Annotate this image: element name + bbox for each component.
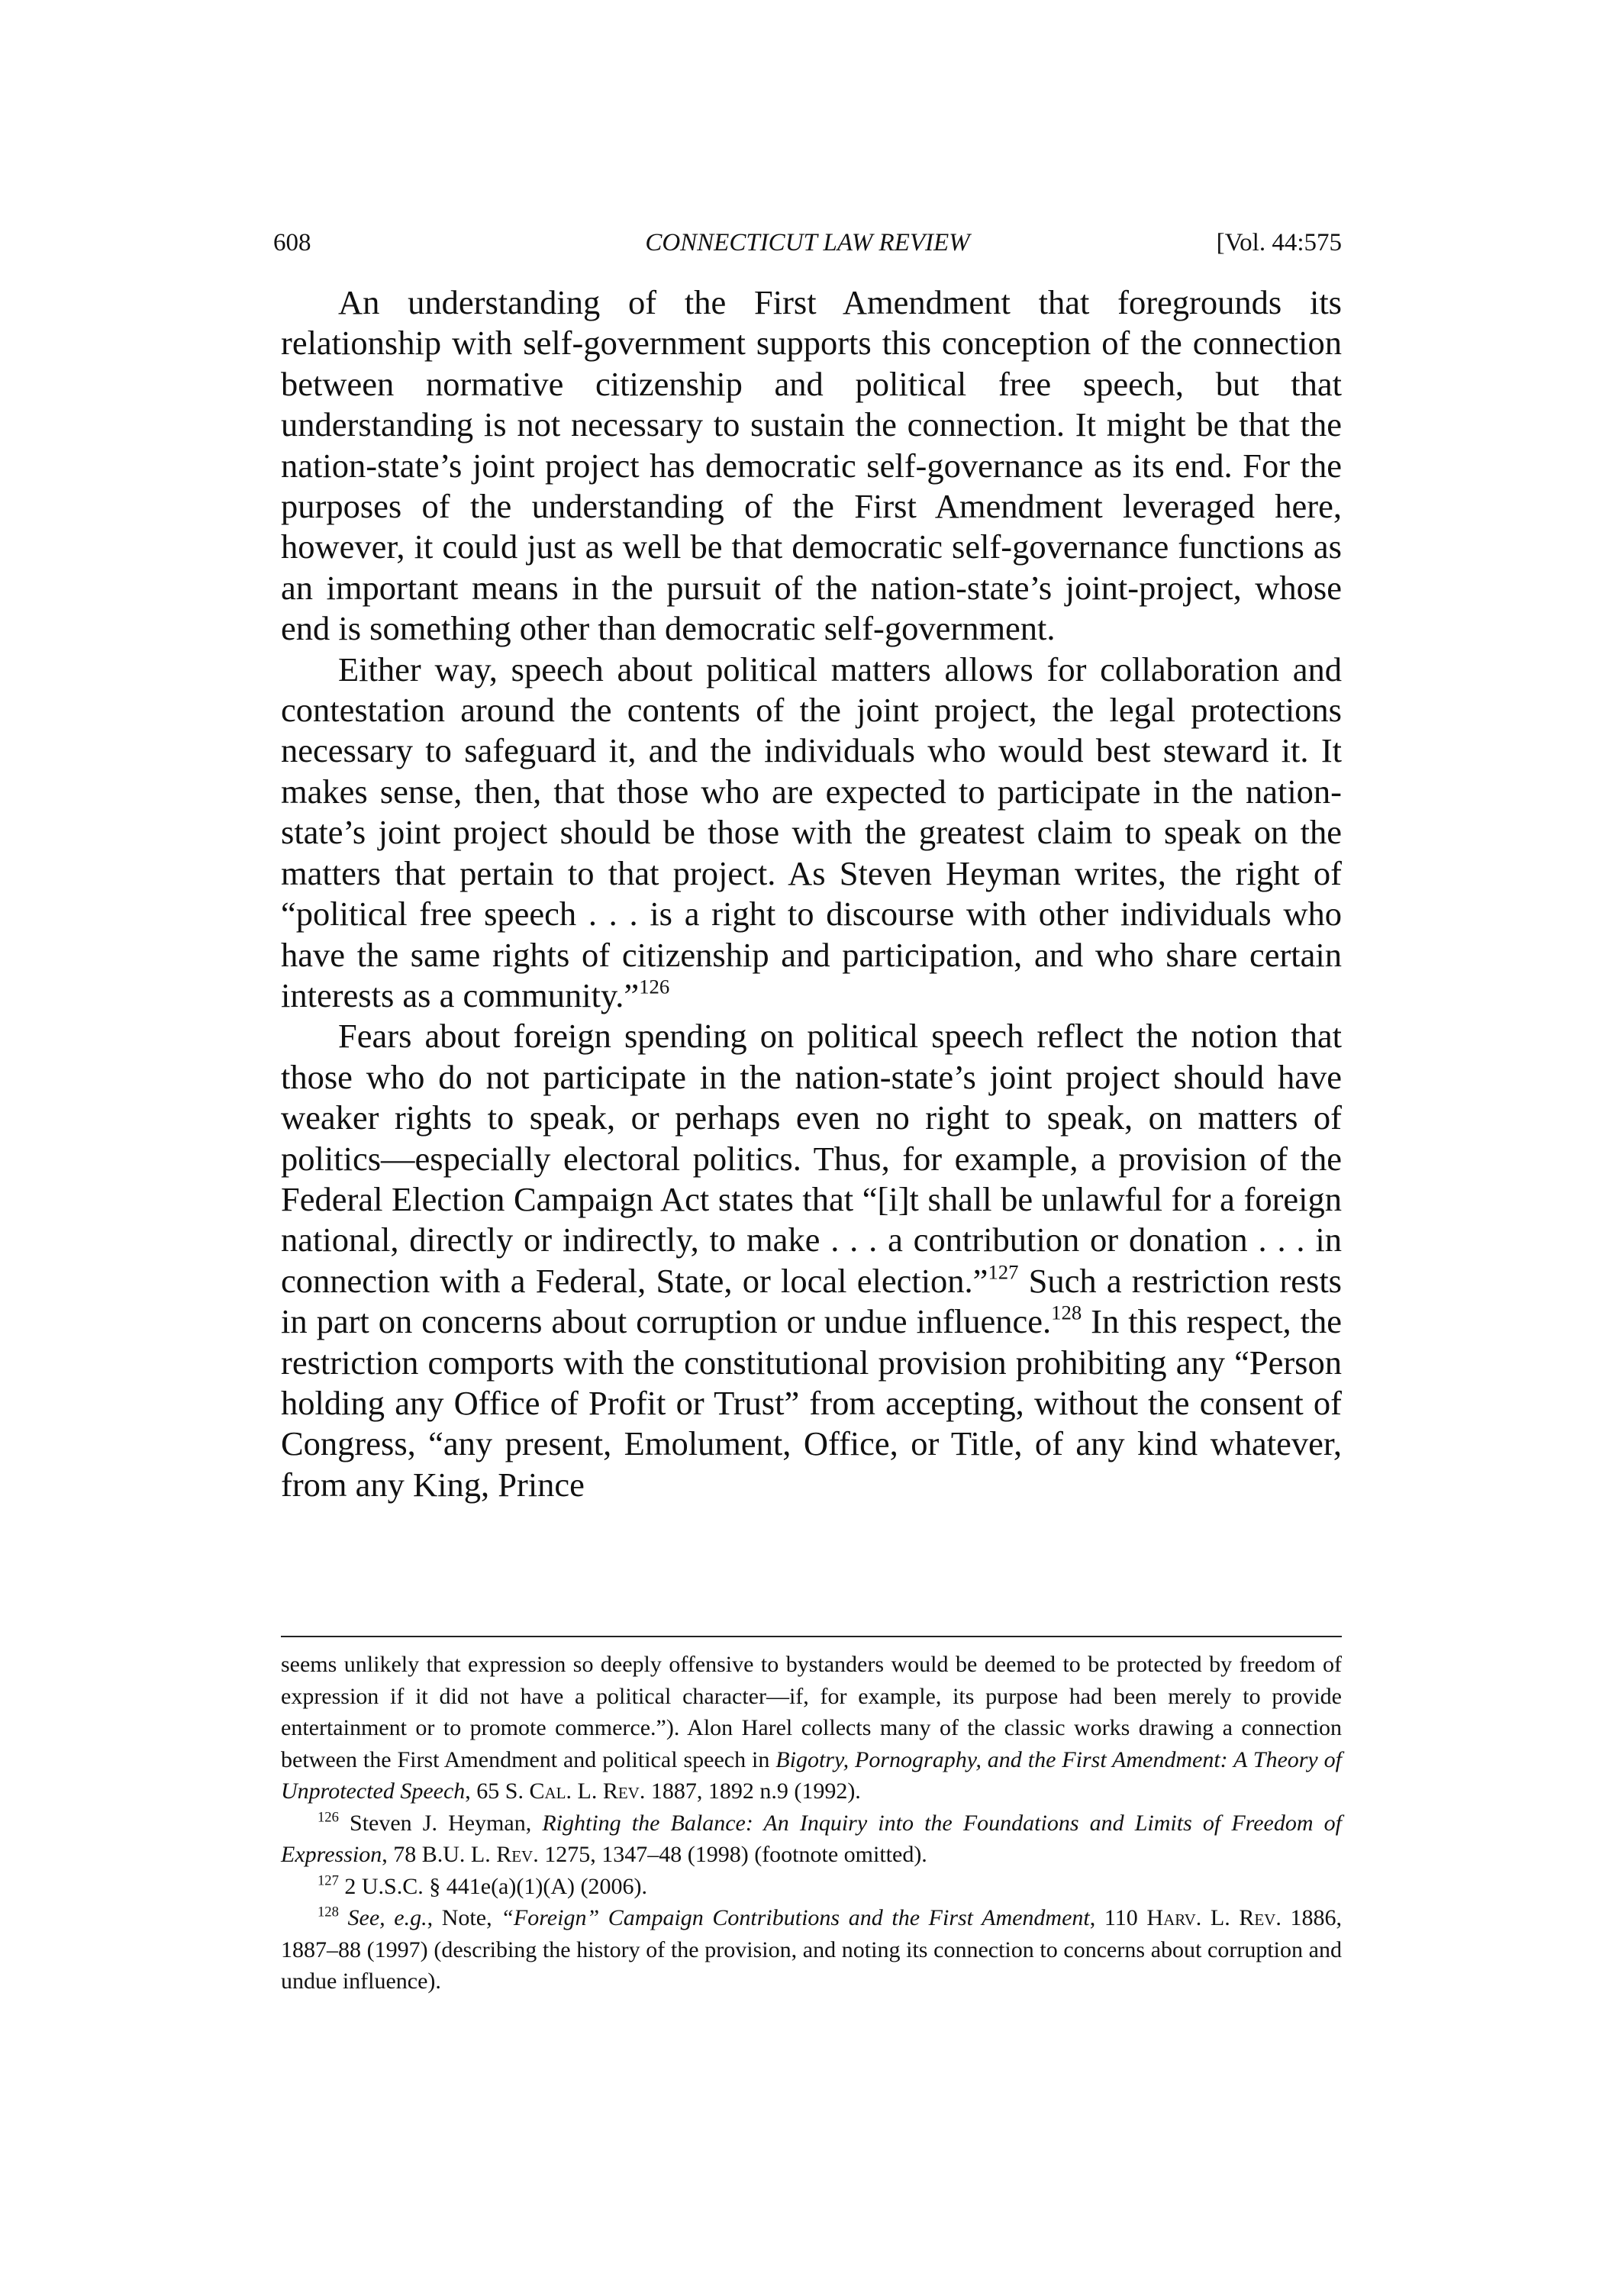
footnote-128 — [281, 1902, 1342, 1998]
footnote-number-128: 128 — [318, 1904, 339, 1920]
main-text — [281, 282, 1342, 1505]
footnote-128-cite: , 110 — [1089, 1905, 1147, 1930]
cited-work-title: Bigotry, Pornography, and the First Amendment: A Theory of Unprotected Speech — [281, 1746, 1343, 1804]
paragraph-3 — [281, 1016, 1342, 1505]
footnote-divider — [281, 1636, 1342, 1637]
footnote-128-signal: See, e.g. — [338, 1905, 427, 1930]
paragraph-1 — [281, 282, 1342, 650]
footnotes — [281, 1649, 1342, 1998]
footnote-128-note: , Note, — [427, 1905, 501, 1930]
footnote-128-title: “Foreign” Campaign Contributions and the First Amendment — [501, 1905, 1090, 1930]
paragraph-3-text-b: Such a restriction rests in part on concerns about corruption or undue influence. — [281, 1261, 1343, 1341]
footnote-continuation — [281, 1649, 1342, 1807]
footnote-ref-127[interactable]: 127 — [988, 1260, 1019, 1284]
running-header — [273, 229, 1342, 267]
footnote-126-title: Righting the Balance: An Inquiry into the Foundations and Limits of Freedom of Expression — [281, 1810, 1342, 1867]
footnote-127 — [281, 1871, 1342, 1903]
paragraph-3-text-c: In this respect, the restriction comports with the constitutional provision prohibiting any “Person holding any Office of Profit or Trust” from accepting, without the consent of Congress, “any present, Emolument, Office, or Title, of any kind whatever, from any King, Prince — [281, 1302, 1342, 1504]
paragraph-3-text-a: Fears about foreign spending on political speech reflect the notion that those who do not participate in the nation-state’s joint project should have weaker rights to speak, or perhaps even no right to speak, on matters of politics—especially electoral politics. Thus, for example, a provision of the Federal Election Campaign Act states that “[i]t shall be unlawful for a foreign national, directly or indirectly, to make . . . a contribution or donation . . . in connection with a Federal, State, or local election.” — [281, 1017, 1342, 1300]
paragraph-2 — [281, 650, 1342, 1017]
footnote-126 — [281, 1807, 1342, 1871]
footnote-127-text: 2 U.S.C. § 441e(a)(1)(A) (2006). — [338, 1873, 647, 1899]
footnote-128-text: 1886, 1887–88 (1997) (describing the history of the provision, and noting its connection to concerns about corruption and undue influence). — [281, 1905, 1342, 1994]
footnote-126-journal: Rev. — [496, 1842, 539, 1867]
footnote-continuation-cite: , 65 S. — [465, 1778, 530, 1804]
paragraph-2-text: Either way, speech about political matters allows for collaboration and contestation around the contents of the joint project, the legal protections necessary to safeguard it, and the individuals who would best steward it. It makes sense, then, that those who are expected to participate in the nation-state’s joint project should be those with the greatest claim to speak on the matters that pertain to that project. As Steven Heyman writes, the right of “political free speech . . . is a right to discourse with other individuals who have the same rights of citizenship and participation, and who share certain interests as a community.” — [281, 650, 1342, 1014]
footnote-ref-126[interactable]: 126 — [639, 975, 670, 998]
paragraph-1-text: An understanding of the First Amendment that foregrounds its relationship with self-government supports this conception of the connection between normative citizenship and political free speech, but that understanding is not necessary to sustain the connection. It might be that the nation-state’s joint project has democratic self-governance as its end. For the purposes of the understanding of the First Amendment leveraged here, however, it could just as well be that democratic self-governance functions as an important means in the pursuit of the nation-state’s joint-project, whose end is something other than democratic self-government. — [281, 283, 1342, 648]
cited-journal: Cal. L. Rev. — [529, 1778, 646, 1804]
footnote-126-pages: 1275, 1347–48 (1998) (footnote omitted). — [538, 1842, 927, 1867]
page-number: 608 — [273, 229, 311, 256]
footnote-continuation-text: seems unlikely that expression so deeply offensive to bystanders would be deemed to be protected by freedom of expression if it did not have a political character—if, for example, its purpose had been merely to provide entertainment or to promote commerce.”). Alon Harel collects many of the classic works drawing a connection between the First Amendment and political speech in — [281, 1652, 1342, 1772]
footnote-number-126: 126 — [318, 1808, 339, 1825]
journal-title: CONNECTICUT LAW REVIEW — [645, 229, 970, 256]
footnote-126-cite: , 78 B.U. L. — [382, 1842, 497, 1867]
footnote-ref-128[interactable]: 128 — [1051, 1301, 1082, 1324]
footnote-128-journal: Harv. L. Rev. — [1146, 1905, 1282, 1930]
footnote-continuation-pages: 1887, 1892 n.9 (1992). — [645, 1778, 861, 1804]
volume-citation: [Vol. 44:575 — [1216, 229, 1342, 256]
footnote-number-127: 127 — [318, 1872, 339, 1888]
footnote-126-author: Steven J. Heyman, — [338, 1810, 543, 1836]
